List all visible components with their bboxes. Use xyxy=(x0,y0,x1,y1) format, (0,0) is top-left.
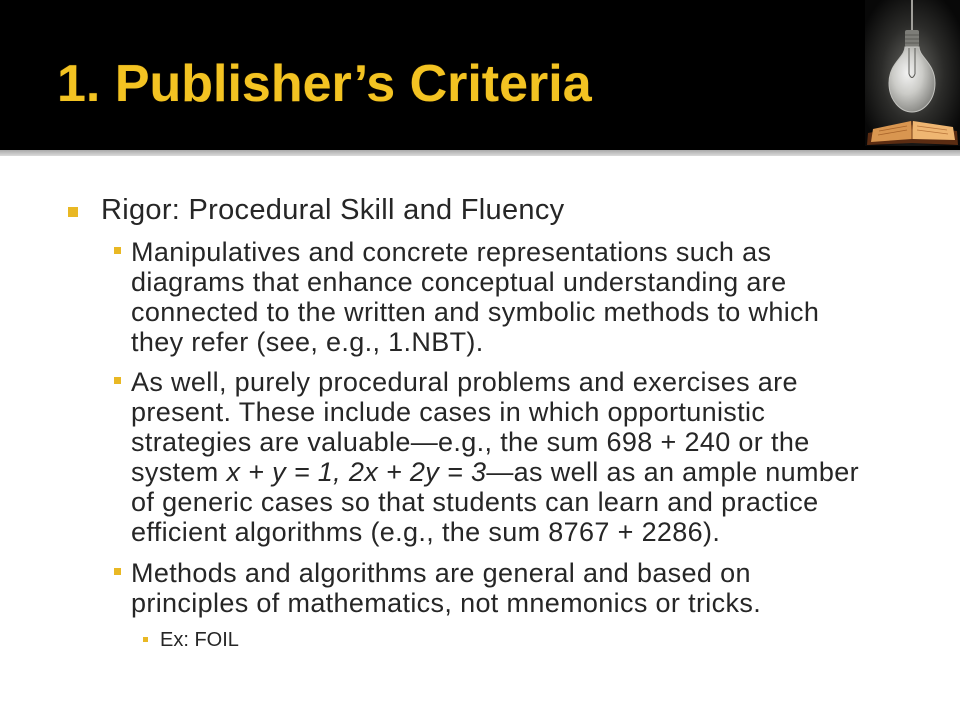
text-line: present. These include cases in which opportunistic xyxy=(131,397,766,427)
square-bullet-icon xyxy=(114,377,121,384)
slide-title: 1. Publisher’s Criteria xyxy=(57,55,592,113)
text-segment: —as well as an ample number xyxy=(486,457,859,487)
header-divider xyxy=(0,150,960,156)
bullet-point xyxy=(131,237,819,357)
bullet-point xyxy=(131,367,859,547)
text-line: strategies are valuable—e.g., the sum 698 + 240 or the xyxy=(131,427,810,457)
math-expression: x + y = 1, 2x + 2y = 3 xyxy=(226,457,487,487)
text-line: principles of mathematics, not mnemonics or tricks. xyxy=(131,588,762,618)
text-line: Manipulatives and concrete representations such as xyxy=(131,237,772,267)
text-line: Methods and algorithms are general and based on xyxy=(131,558,751,588)
text-line: they refer (see, e.g., 1.NBT). xyxy=(131,327,484,357)
text-segment: system xyxy=(131,457,227,487)
text-line xyxy=(131,457,859,487)
text-line: As well, purely procedural problems and exercises are xyxy=(131,367,798,397)
sub-bullet-text: Ex: FOIL xyxy=(160,629,239,651)
text-line: connected to the written and symbolic methods to which xyxy=(131,297,820,327)
square-bullet-icon xyxy=(68,207,78,217)
text-line: efficient algorithms (e.g., the sum 8767 + 2286). xyxy=(131,517,721,547)
header-image xyxy=(865,0,960,146)
bullet-point xyxy=(131,558,761,618)
small-square-bullet-icon xyxy=(143,637,148,642)
square-bullet-icon xyxy=(114,568,121,575)
level1-heading: Rigor: Procedural Skill and Fluency xyxy=(101,194,565,226)
text-line: diagrams that enhance conceptual understanding are xyxy=(131,267,787,297)
square-bullet-icon xyxy=(114,247,121,254)
text-line: of generic cases so that students can learn and practice xyxy=(131,487,819,517)
